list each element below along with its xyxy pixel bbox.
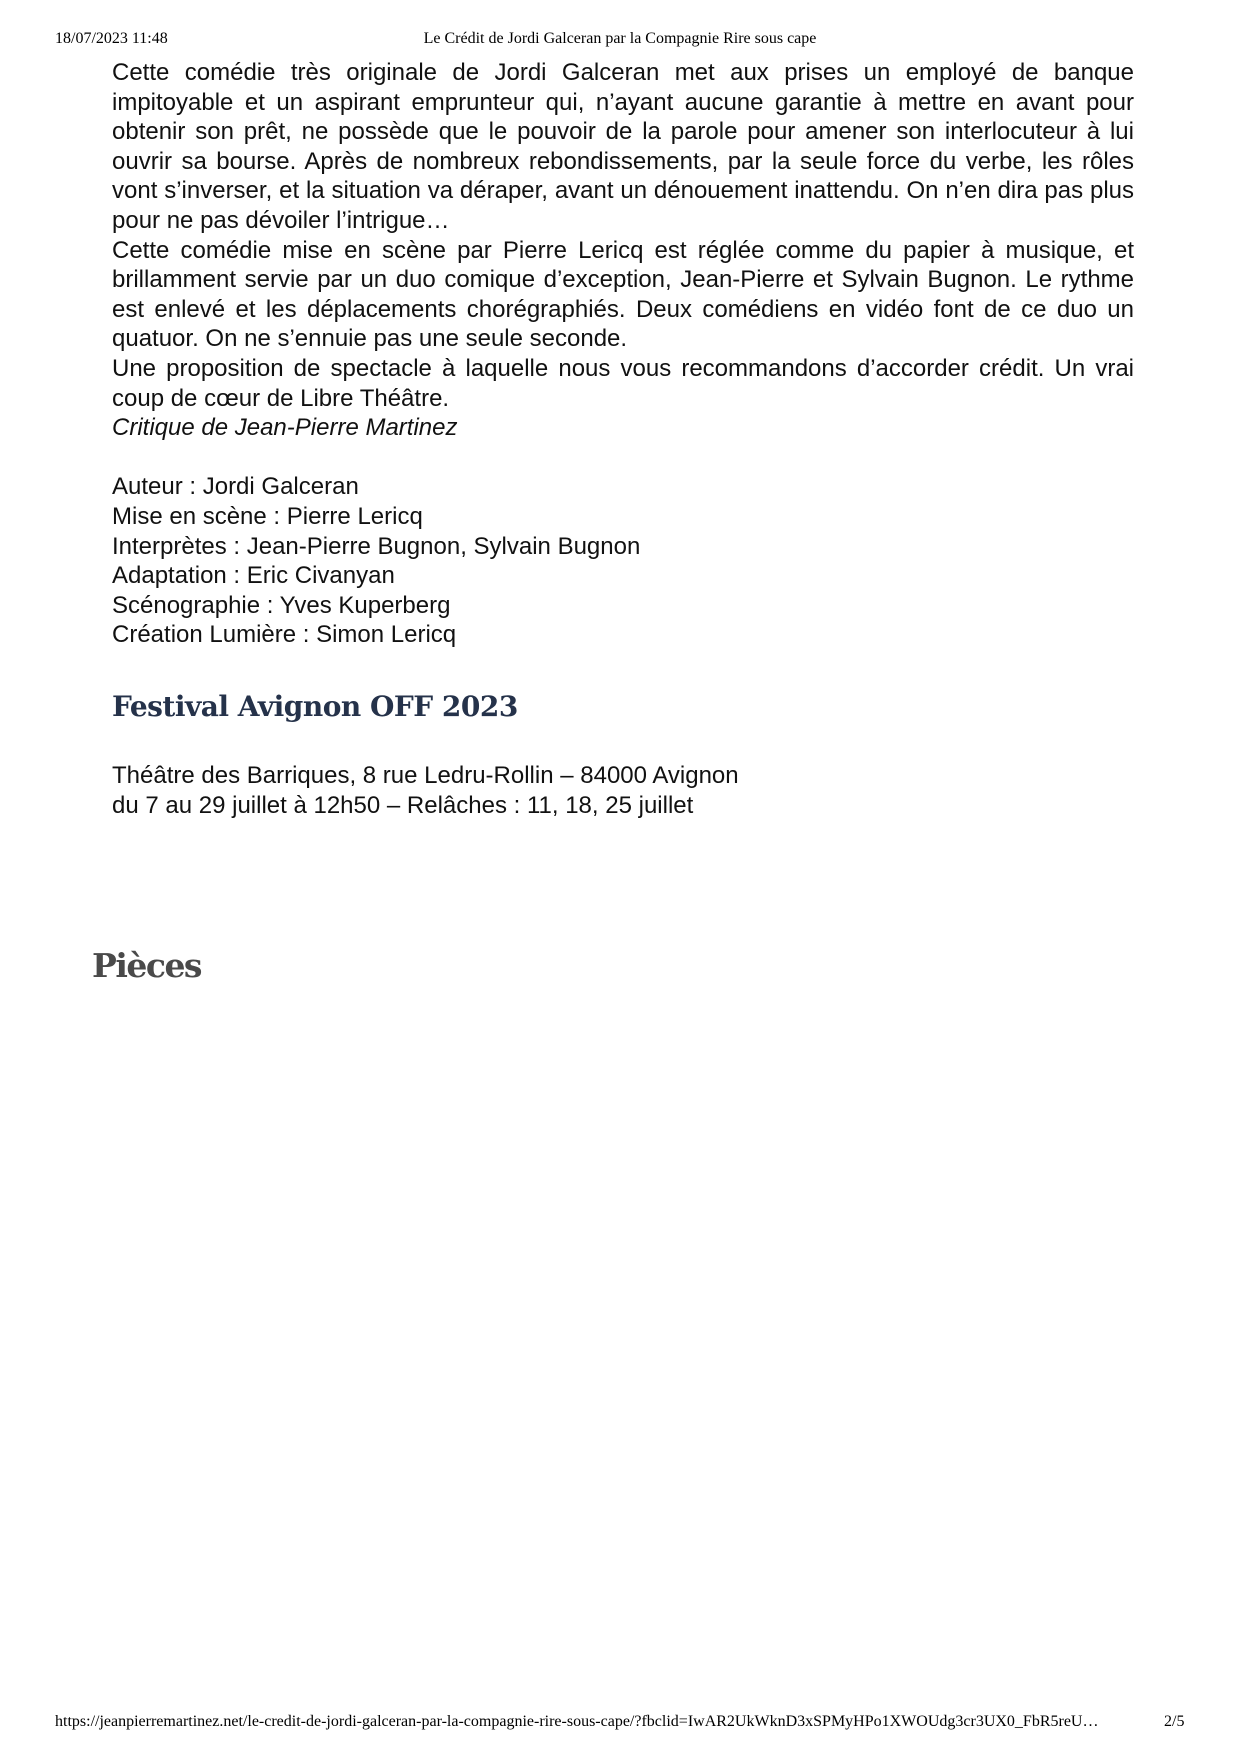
pieces-heading: Pièces [92, 946, 202, 985]
page-number: 2/5 [1164, 1713, 1185, 1730]
article-paragraph: Cette comédie mise en scène par Pierre Lericq est réglée comme du papier à musique, et brillamment servie par un duo comique d’exception, Jean-Pierre et Sylvain Bugnon. Le rythme est enlevé et les déplacements chorégraphiés. Deux comédiens en vidéo font de ce duo un quatuor. On ne s’ennuie pas une seule seconde. [112, 236, 1134, 353]
venue-address: Théâtre des Barriques, 8 rue Ledru-Rollin – 84000 Avignon [112, 762, 739, 789]
print-page-title: Le Crédit de Jordi Galceran par la Compagnie Rire sous cape [423, 30, 817, 47]
festival-heading: Festival Avignon OFF 2023 [112, 690, 518, 723]
credit-line: Interprètes : Jean-Pierre Bugnon, Sylvain Bugnon [112, 532, 641, 560]
article-body [112, 58, 1134, 650]
credit-line: Création Lumière : Simon Lericq [112, 621, 457, 649]
performance-dates: du 7 au 29 juillet à 12h50 – Relâches : 11, 18, 25 juillet [112, 791, 694, 819]
festival-venue-info [112, 761, 739, 820]
article-paragraph: Une proposition de spectacle à laquelle nous vous recommandons d’accorder crédit. Un vrai coup de cœur de Libre Théâtre. [112, 354, 1134, 412]
print-header [0, 30, 1240, 52]
print-footer [0, 1713, 1240, 1735]
credit-line: Auteur : Jordi Galceran [112, 473, 359, 501]
print-url: https://jeanpierremartinez.net/le-credit-de-jordi-galceran-par-la-compagnie-rire-sous-cape/?fbclid=IwAR2UkWknD3xSPMyHPo1XWOUdg3cr3UX0_FbR5reU… [55, 1713, 1099, 1730]
print-date: 18/07/2023 11:48 [55, 30, 168, 47]
credits-list [112, 472, 1134, 650]
credit-line: Scénographie : Yves Kuperberg [112, 591, 451, 619]
spacer [112, 443, 1134, 473]
article-paragraph: Cette comédie très originale de Jordi Galceran met aux prises un employé de banque impitoyable et un aspirant emprunteur qui, n’ayant aucune garantie à mettre en avant pour obtenir son prêt, ne possède que le pouvoir de la parole pour amener son interlocuteur à lui ouvrir sa bourse. Après de nombreux rebondissements, par la seule force du verbe, les rôles vont s’inverser, et la situation va déraper, avant un dénouement inattendu. On n’en dira pas plus pour ne pas dévoiler l’intrigue… [112, 59, 1134, 234]
credit-line: Adaptation : Eric Civanyan [112, 562, 395, 590]
credit-line: Mise en scène : Pierre Lericq [112, 502, 423, 530]
review-signature: Critique de Jean-Pierre Martinez [112, 414, 458, 442]
